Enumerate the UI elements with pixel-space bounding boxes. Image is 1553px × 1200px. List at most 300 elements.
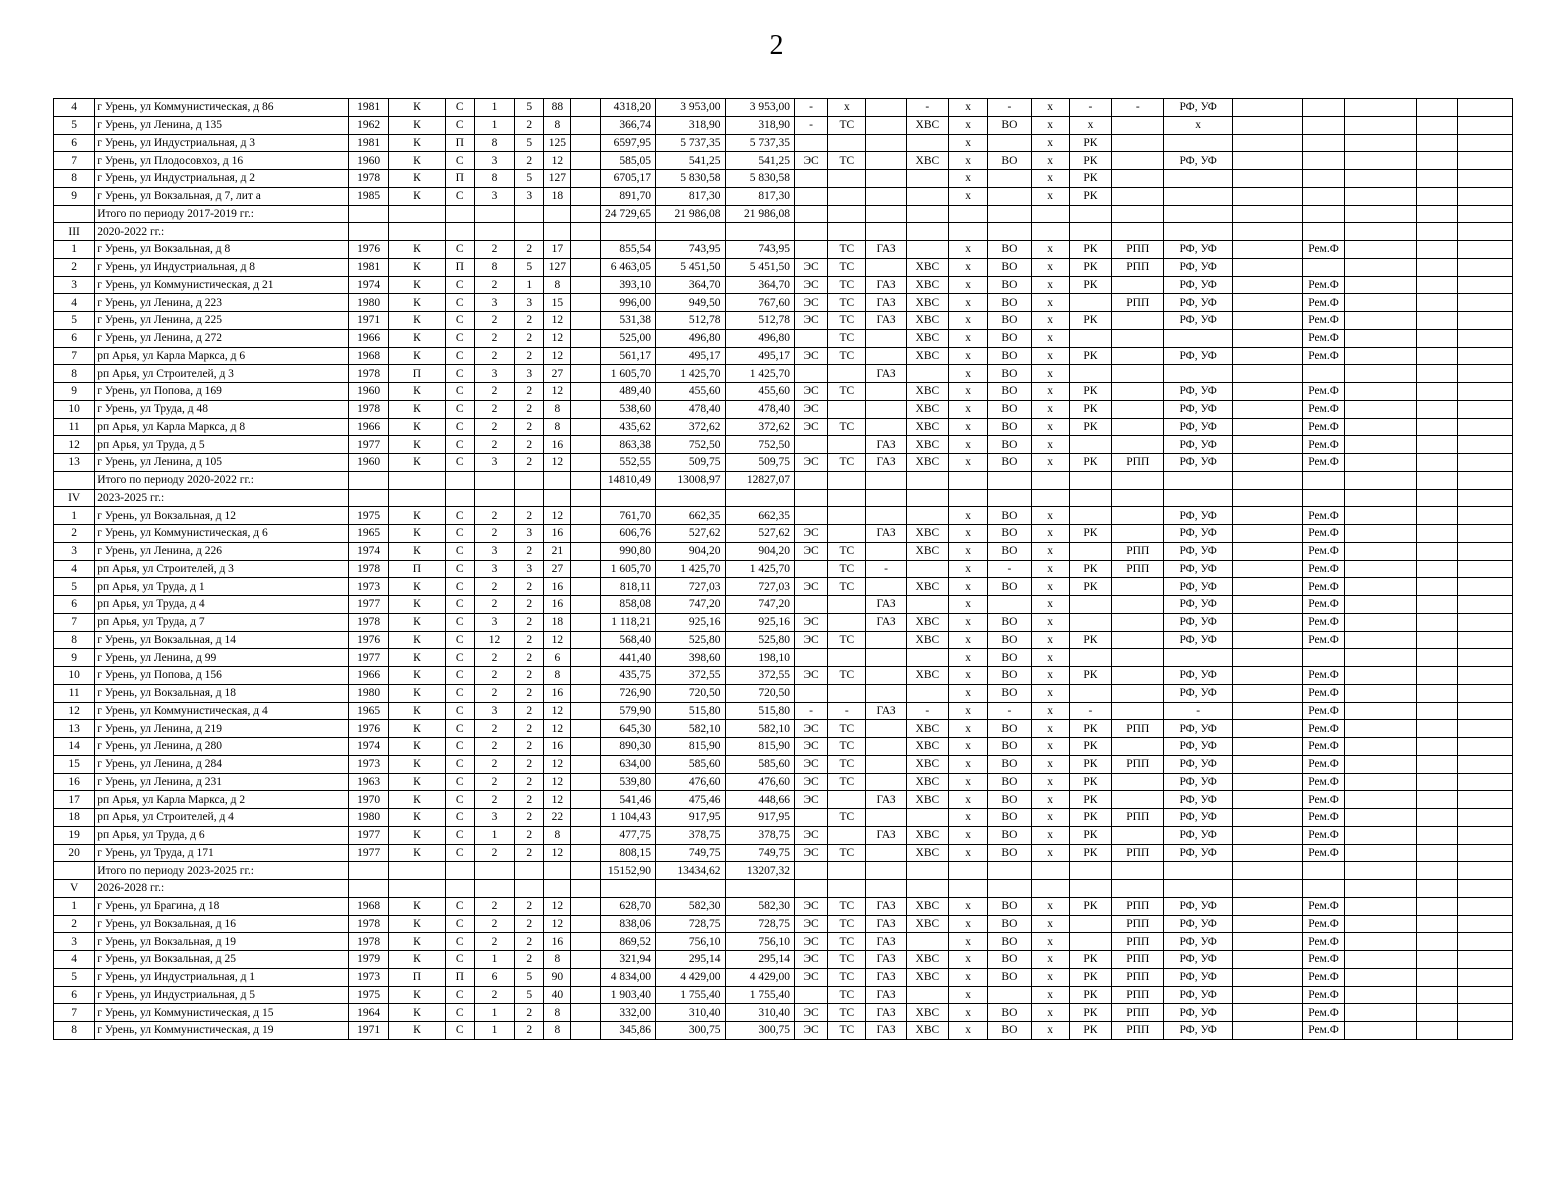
table-cell [571, 276, 600, 294]
table-cell [571, 631, 600, 649]
table-cell: 3 [54, 542, 95, 560]
table-cell [1458, 631, 1512, 649]
table-cell [866, 258, 906, 276]
table-cell [571, 294, 600, 312]
table-cell [988, 223, 1031, 241]
table-cell: 1980 [349, 684, 389, 702]
table-cell [828, 187, 866, 205]
table-cell: ТС [828, 329, 866, 347]
table-cell: х [1031, 773, 1069, 791]
table-cell [349, 223, 389, 241]
table-cell: 1 425,70 [725, 365, 794, 383]
table-cell: РФ, УФ [1164, 436, 1232, 454]
table-cell: 496,80 [725, 329, 794, 347]
table-cell: ЭС [794, 631, 827, 649]
table-cell: рп Арья, ул Труда, д 1 [95, 578, 349, 596]
table-cell: РФ, УФ [1164, 773, 1232, 791]
table-cell [1232, 116, 1302, 134]
table-cell: ХВС [906, 1004, 948, 1022]
table-cell [866, 471, 906, 489]
table-cell [1458, 897, 1512, 915]
table-cell: К [389, 649, 445, 667]
table-cell: С [445, 809, 474, 827]
table-cell: ЭС [794, 755, 827, 773]
table-cell [1112, 862, 1164, 880]
table-cell: х [1031, 383, 1069, 401]
table-cell [1344, 809, 1417, 827]
table-cell: 12 [54, 702, 95, 720]
table-cell: К [389, 755, 445, 773]
table-cell: ЭС [794, 294, 827, 312]
table-cell [1417, 933, 1458, 951]
table-cell: ХВС [906, 951, 948, 969]
table-cell: х [1031, 844, 1069, 862]
table-cell: 585,60 [656, 755, 725, 773]
table-cell: х [1031, 986, 1069, 1004]
table-cell: Рем.Ф [1303, 897, 1344, 915]
table-cell: ЭС [794, 915, 827, 933]
table-cell: РК [1069, 258, 1111, 276]
table-cell: 855,54 [600, 241, 655, 259]
table-cell: 5 451,50 [656, 258, 725, 276]
table-cell [1458, 951, 1512, 969]
table-cell: х [948, 116, 987, 134]
table-cell [1344, 116, 1417, 134]
table-row [54, 383, 1513, 401]
table-cell: С [445, 578, 474, 596]
table-cell: 3 [474, 702, 514, 720]
table-cell: х [948, 525, 987, 543]
table-cell: х [1031, 596, 1069, 614]
table-cell: х [1031, 1004, 1069, 1022]
table-cell: 515,80 [656, 702, 725, 720]
table-cell [571, 116, 600, 134]
table-cell: х [948, 258, 987, 276]
table-cell [1232, 880, 1302, 898]
table-cell: 372,55 [656, 667, 725, 685]
table-cell [794, 223, 827, 241]
table-cell: - [794, 702, 827, 720]
table-cell: С [445, 738, 474, 756]
table-cell: 3 [474, 560, 514, 578]
table-cell: г Урень, ул Ленина, д 226 [95, 542, 349, 560]
table-cell: 2 [515, 667, 544, 685]
table-cell: РФ, УФ [1164, 525, 1232, 543]
table-cell: х [948, 613, 987, 631]
table-cell [1112, 684, 1164, 702]
table-cell [445, 862, 474, 880]
table-cell: 495,17 [725, 347, 794, 365]
table-cell [906, 241, 948, 259]
table-cell: 2 [474, 276, 514, 294]
table-cell: ВО [988, 826, 1031, 844]
table-cell [1458, 312, 1512, 330]
table-cell: х [1031, 667, 1069, 685]
table-cell: 12 [544, 702, 571, 720]
table-cell [1232, 223, 1302, 241]
table-cell: 12 [544, 631, 571, 649]
table-cell: - [794, 116, 827, 134]
table-cell: 2 [515, 312, 544, 330]
table-cell: 1975 [349, 507, 389, 525]
table-row [54, 347, 1513, 365]
table-cell: 19 [54, 826, 95, 844]
table-cell: ТС [828, 667, 866, 685]
table-cell [571, 170, 600, 188]
table-cell: х [1031, 99, 1069, 117]
table-cell: рп Арья, ул Строителей, д 3 [95, 365, 349, 383]
table-cell: 747,20 [656, 596, 725, 614]
table-cell [1232, 347, 1302, 365]
table-cell: ХВС [906, 383, 948, 401]
table-cell [445, 880, 474, 898]
table-cell: ЭС [794, 951, 827, 969]
table-cell: 582,10 [656, 720, 725, 738]
table-cell: 12 [544, 152, 571, 170]
table-cell [1344, 915, 1417, 933]
table-cell [1417, 667, 1458, 685]
table-cell: ТС [828, 276, 866, 294]
table-cell [988, 986, 1031, 1004]
table-cell [1458, 116, 1512, 134]
table-cell: г Урень, ул Коммунистическая, д 15 [95, 1004, 349, 1022]
table-cell: - [1069, 99, 1111, 117]
table-cell: х [948, 187, 987, 205]
table-cell [1417, 471, 1458, 489]
table-cell [866, 170, 906, 188]
table-cell: 8 [474, 258, 514, 276]
table-cell [1458, 578, 1512, 596]
table-cell: 295,14 [725, 951, 794, 969]
table-cell: г Урень, ул Попова, д 169 [95, 383, 349, 401]
table-cell [828, 170, 866, 188]
table-cell [1344, 525, 1417, 543]
table-cell: Рем.Ф [1303, 809, 1344, 827]
table-cell: 2 [515, 720, 544, 738]
table-cell: 2 [474, 507, 514, 525]
table-cell: 1981 [349, 99, 389, 117]
table-cell: 1 [474, 826, 514, 844]
table-cell: РК [1069, 986, 1111, 1004]
table-cell [544, 223, 571, 241]
table-cell: ГАЗ [866, 241, 906, 259]
table-cell [1458, 170, 1512, 188]
table-cell: ГАЗ [866, 525, 906, 543]
table-cell: ГАЗ [866, 951, 906, 969]
table-cell: 3 [474, 294, 514, 312]
table-cell: К [389, 312, 445, 330]
table-cell: РК [1069, 400, 1111, 418]
table-cell [906, 880, 948, 898]
table-cell: ТС [828, 116, 866, 134]
table-cell [349, 880, 389, 898]
table-cell [571, 773, 600, 791]
table-cell: 579,90 [600, 702, 655, 720]
table-row [54, 826, 1513, 844]
table-cell [571, 596, 600, 614]
table-cell: 1960 [349, 454, 389, 472]
table-cell: 1 [474, 99, 514, 117]
table-cell: Рем.Ф [1303, 596, 1344, 614]
table-row [54, 525, 1513, 543]
table-cell: С [445, 791, 474, 809]
table-cell: 345,86 [600, 1022, 655, 1040]
table-cell [1031, 489, 1069, 507]
table-cell: 198,10 [725, 649, 794, 667]
table-cell: 2 [474, 436, 514, 454]
table-cell [1303, 880, 1344, 898]
table-cell: 5 [54, 116, 95, 134]
table-cell [1232, 418, 1302, 436]
table-cell: ТС [828, 560, 866, 578]
table-cell: 332,00 [600, 1004, 655, 1022]
table-cell: г Урень, ул Коммунистическая, д 21 [95, 276, 349, 294]
table-cell: 1981 [349, 134, 389, 152]
table-cell [1069, 205, 1111, 223]
table-cell: ВО [988, 365, 1031, 383]
table-cell: К [389, 116, 445, 134]
table-cell: 1973 [349, 578, 389, 596]
table-cell: 3 953,00 [725, 99, 794, 117]
table-cell [1069, 542, 1111, 560]
table-cell: ВО [988, 667, 1031, 685]
table-cell: 40 [544, 986, 571, 1004]
table-cell: РФ, УФ [1164, 933, 1232, 951]
table-cell: 2 [515, 347, 544, 365]
table-cell [828, 791, 866, 809]
table-cell: 4 [54, 951, 95, 969]
table-cell: Рем.Ф [1303, 578, 1344, 596]
table-cell: 2 [474, 933, 514, 951]
table-cell: 12 [544, 773, 571, 791]
table-cell [1417, 915, 1458, 933]
table-cell [571, 347, 600, 365]
table-cell [1458, 791, 1512, 809]
table-cell: Рем.Ф [1303, 418, 1344, 436]
table-cell: 1974 [349, 738, 389, 756]
table-cell: 8 [544, 418, 571, 436]
table-cell [794, 471, 827, 489]
table-cell: 16 [544, 684, 571, 702]
table-cell: 6 463,05 [600, 258, 655, 276]
table-cell [544, 205, 571, 223]
table-cell [828, 684, 866, 702]
table-cell [544, 471, 571, 489]
table-cell [1164, 205, 1232, 223]
table-cell [571, 702, 600, 720]
table-cell: ГАЗ [866, 365, 906, 383]
table-cell: ГАЗ [866, 276, 906, 294]
table-cell [1417, 951, 1458, 969]
table-row [54, 329, 1513, 347]
table-cell [349, 205, 389, 223]
table-cell [1458, 152, 1512, 170]
table-cell: 8 [544, 276, 571, 294]
table-cell: С [445, 631, 474, 649]
table-cell [1344, 578, 1417, 596]
table-cell: ВО [988, 276, 1031, 294]
table-cell: 8 [544, 951, 571, 969]
table-cell: РПП [1112, 844, 1164, 862]
table-cell: РК [1069, 525, 1111, 543]
table-row [54, 418, 1513, 436]
table-cell [1112, 773, 1164, 791]
table-cell [571, 968, 600, 986]
table-cell [1344, 684, 1417, 702]
table-cell [571, 329, 600, 347]
table-cell [1232, 596, 1302, 614]
table-cell: рп Арья, ул Карла Маркса, д 2 [95, 791, 349, 809]
table-cell: 16 [544, 596, 571, 614]
table-cell: 489,40 [600, 383, 655, 401]
table-cell: 4 429,00 [656, 968, 725, 986]
table-cell [1164, 223, 1232, 241]
table-cell: РК [1069, 720, 1111, 738]
table-row [54, 649, 1513, 667]
table-cell: ВО [988, 897, 1031, 915]
table-cell: х [948, 844, 987, 862]
table-cell: 996,00 [600, 294, 655, 312]
table-cell: 2 [515, 951, 544, 969]
table-cell [1458, 684, 1512, 702]
register-body [54, 99, 1513, 1040]
table-row [54, 755, 1513, 773]
table-cell: х [1031, 347, 1069, 365]
table-cell: г Урень, ул Ленина, д 223 [95, 294, 349, 312]
page-number: 2 [769, 30, 784, 61]
table-cell: х [948, 809, 987, 827]
table-row [54, 542, 1513, 560]
table-cell: 1 [54, 897, 95, 915]
table-cell: 645,30 [600, 720, 655, 738]
table-cell [988, 187, 1031, 205]
table-cell: Рем.Ф [1303, 684, 1344, 702]
table-cell [866, 542, 906, 560]
table-cell: х [948, 649, 987, 667]
table-cell: 662,35 [656, 507, 725, 525]
table-cell: ВО [988, 684, 1031, 702]
table-cell: 1968 [349, 347, 389, 365]
table-cell: х [1031, 507, 1069, 525]
table-cell [571, 436, 600, 454]
period-section-row [54, 489, 1513, 507]
table-cell [794, 649, 827, 667]
table-cell [571, 99, 600, 117]
table-cell: 3 [474, 542, 514, 560]
table-cell: РФ, УФ [1164, 738, 1232, 756]
table-cell: 747,20 [725, 596, 794, 614]
table-cell: ЭС [794, 1004, 827, 1022]
table-cell [1458, 454, 1512, 472]
table-cell [794, 329, 827, 347]
table-cell: 7 [54, 152, 95, 170]
table-cell: 904,20 [725, 542, 794, 560]
table-cell: ВО [988, 436, 1031, 454]
table-cell: х [1031, 578, 1069, 596]
table-cell: ЭС [794, 258, 827, 276]
table-cell: 2 [474, 418, 514, 436]
table-cell: ТС [828, 578, 866, 596]
table-cell: х [948, 1004, 987, 1022]
table-cell: 925,16 [725, 613, 794, 631]
table-cell [1417, 258, 1458, 276]
table-cell: 8 [544, 400, 571, 418]
table-cell: ВО [988, 258, 1031, 276]
table-cell: 5 [515, 170, 544, 188]
table-cell [571, 933, 600, 951]
table-cell: 541,25 [656, 152, 725, 170]
table-cell: ТС [828, 542, 866, 560]
table-cell [1344, 773, 1417, 791]
table-cell: 3 [474, 613, 514, 631]
table-cell [1164, 489, 1232, 507]
table-cell: 8 [544, 116, 571, 134]
table-cell: 2 [515, 454, 544, 472]
table-cell: ЭС [794, 418, 827, 436]
table-cell: 478,40 [656, 400, 725, 418]
table-cell: х [1031, 258, 1069, 276]
table-cell: С [445, 116, 474, 134]
table-cell: ТС [828, 294, 866, 312]
table-cell: 7 [54, 1004, 95, 1022]
table-cell [1344, 702, 1417, 720]
table-cell: ТС [828, 1004, 866, 1022]
table-cell: 2 [474, 897, 514, 915]
table-cell [1344, 329, 1417, 347]
table-cell [906, 365, 948, 383]
table-cell: РПП [1112, 933, 1164, 951]
table-cell: г Урень, ул Ленина, д 219 [95, 720, 349, 738]
table-cell: х [1031, 826, 1069, 844]
table-cell: РФ, УФ [1164, 312, 1232, 330]
table-cell: 3 [515, 187, 544, 205]
table-cell: 1 425,70 [656, 365, 725, 383]
table-cell: ЭС [794, 897, 827, 915]
table-row [54, 844, 1513, 862]
table-cell: х [1031, 365, 1069, 383]
table-cell [515, 862, 544, 880]
table-cell [1232, 560, 1302, 578]
table-cell: РК [1069, 826, 1111, 844]
table-cell: 455,60 [725, 383, 794, 401]
table-cell [1417, 542, 1458, 560]
table-cell [571, 187, 600, 205]
table-cell: 3 [474, 809, 514, 827]
table-cell: 2 [515, 684, 544, 702]
table-cell: ВО [988, 312, 1031, 330]
table-cell: К [389, 613, 445, 631]
table-cell: 1 425,70 [725, 560, 794, 578]
table-cell: - [906, 99, 948, 117]
table-cell [1303, 489, 1344, 507]
table-cell [1458, 649, 1512, 667]
table-cell [1417, 1004, 1458, 1022]
table-cell: рп Арья, ул Труда, д 4 [95, 596, 349, 614]
table-cell: 8 [54, 631, 95, 649]
table-cell: 127 [544, 170, 571, 188]
table-cell [828, 134, 866, 152]
table-cell [474, 205, 514, 223]
table-cell: Рем.Ф [1303, 276, 1344, 294]
table-cell [1303, 205, 1344, 223]
table-cell: 728,75 [725, 915, 794, 933]
table-cell: 2 [515, 826, 544, 844]
table-cell: 16 [544, 525, 571, 543]
table-cell: К [389, 134, 445, 152]
table-cell: ГАЗ [866, 436, 906, 454]
table-cell: 3 [474, 365, 514, 383]
table-cell: 561,17 [600, 347, 655, 365]
